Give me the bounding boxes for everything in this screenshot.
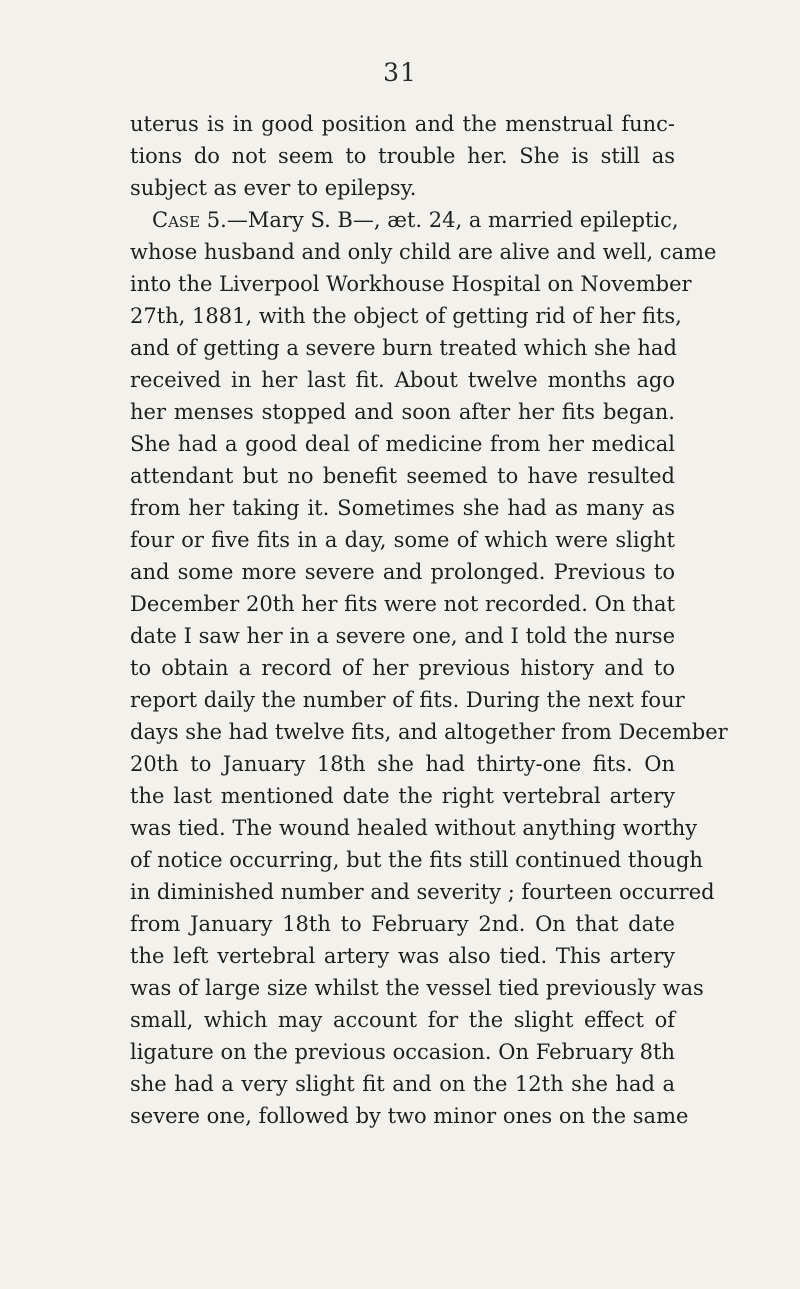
text-line: was of large size whilst the vessel tied previously was [130, 976, 704, 1000]
text-line: whose husband and only child are alive and well, came [130, 240, 717, 264]
text-line: small, which may account for the slight effect of [130, 1008, 675, 1032]
text-line: and of getting a severe burn treated which she had [130, 336, 677, 360]
text-line: from January 18th to February 2nd. On that date [130, 912, 675, 936]
page-number: 31 [383, 58, 417, 87]
text-line: of notice occurring, but the fits still continued though [130, 848, 703, 872]
case-label: Case 5. [152, 208, 227, 232]
text-line: severe one, followed by two minor ones on the same [130, 1104, 689, 1128]
text-line: ligature on the previous occasion. On February 8th [130, 1040, 675, 1064]
text-line: she had a very slight fit and on the 12th she had a [130, 1072, 675, 1096]
text-line: tions do not seem to trouble her. She is still as [130, 144, 675, 168]
text-line: and some more severe and prolonged. Previous to [130, 560, 675, 584]
text-line: date I saw her in a severe one, and I told the nurse [130, 624, 675, 648]
text-line: December 20th her fits were not recorded. On that [130, 592, 675, 616]
text-line: report daily the number of fits. During the next four [130, 688, 685, 712]
case-intro: —Mary S. B—, æt. 24, a married epileptic, [226, 208, 679, 232]
paragraph-2 [130, 204, 728, 1132]
text-line: attendant but no benefit seemed to have resulted [130, 464, 675, 488]
text-line: subject as ever to epilepsy. [130, 176, 417, 200]
text-line: She had a good deal of medicine from her medical [130, 432, 675, 456]
text-line: was tied. The wound healed without anything worthy [130, 816, 698, 840]
text-line: her menses stopped and soon after her fits began. [130, 400, 675, 424]
text-line: 20th to January 18th she had thirty-one fits. On [130, 752, 675, 776]
text-line: received in her last fit. About twelve months ago [130, 368, 675, 392]
text-line: days she had twelve fits, and altogether from December [130, 720, 728, 744]
text-line: 27th, 1881, with the object of getting rid of her fits, [130, 304, 682, 328]
paragraph-1 [130, 108, 675, 204]
text-line: four or five fits in a day, some of which were slight [130, 528, 675, 552]
text-line: uterus is in good position and the menstrual func- [130, 112, 675, 136]
text-line [130, 204, 679, 236]
text-line: the last mentioned date the right vertebral artery [130, 784, 675, 808]
text-line: from her taking it. Sometimes she had as many as [130, 496, 675, 520]
text-line: in diminished number and severity ; fourteen occurred [130, 880, 715, 904]
text-line: the left vertebral artery was also tied. This artery [130, 944, 675, 968]
text-line: to obtain a record of her previous history and to [130, 656, 675, 680]
text-line: into the Liverpool Workhouse Hospital on November [130, 272, 692, 296]
body-text [130, 108, 728, 1132]
